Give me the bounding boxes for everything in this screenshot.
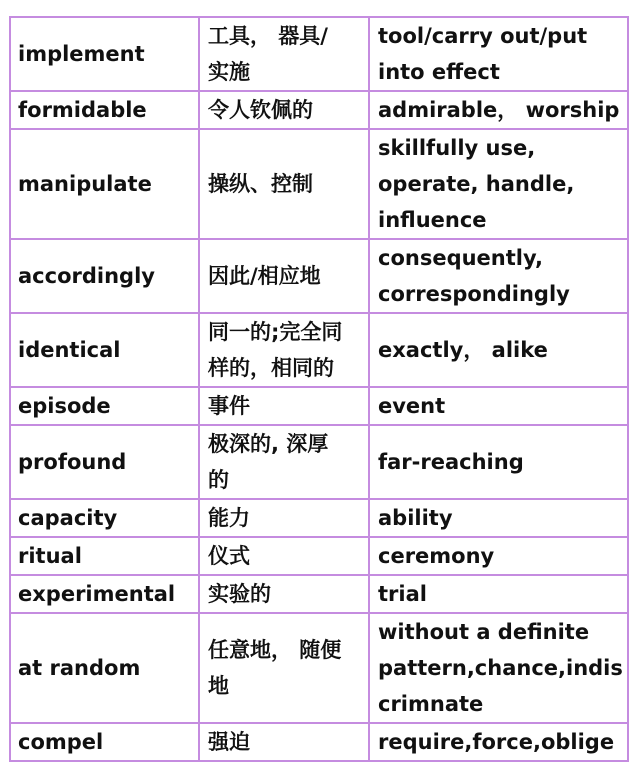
english-synonym-line: event bbox=[378, 394, 446, 418]
chinese-meaning-line: 极深的, 深厚 bbox=[208, 432, 329, 456]
chinese-meaning-line: 实验的 bbox=[208, 582, 271, 606]
vocab-english-synonyms bbox=[369, 313, 628, 387]
english-synonym-line: require,force,oblige bbox=[378, 730, 615, 754]
vocab-chinese-meaning bbox=[199, 387, 369, 425]
vocab-english-synonyms bbox=[369, 723, 628, 761]
vocab-row bbox=[10, 723, 628, 761]
vocab-chinese-meaning bbox=[199, 537, 369, 575]
vocab-row bbox=[10, 387, 628, 425]
chinese-meaning-line: 实施 bbox=[208, 60, 250, 84]
chinese-meaning-line: 的 bbox=[208, 468, 229, 492]
english-synonym-line: without a definite bbox=[378, 620, 590, 644]
english-synonym-line: skillfully use, bbox=[378, 136, 536, 160]
vocab-word: implement bbox=[10, 17, 199, 91]
english-synonym-line: ceremony bbox=[378, 544, 495, 568]
chinese-meaning-line: 能力 bbox=[208, 506, 250, 530]
vocab-english-synonyms bbox=[369, 17, 628, 91]
english-synonym-line: influence bbox=[378, 208, 487, 232]
vocab-chinese-meaning bbox=[199, 239, 369, 313]
chinese-meaning-line: 事件 bbox=[208, 394, 250, 418]
chinese-meaning-line: 仪式 bbox=[208, 544, 250, 568]
english-synonym-line: operate, handle, bbox=[378, 172, 575, 196]
english-synonym-line: correspondingly bbox=[378, 282, 570, 306]
vocabulary-table bbox=[9, 16, 629, 762]
vocab-word: identical bbox=[10, 313, 199, 387]
chinese-meaning-line: 令人钦佩的 bbox=[208, 98, 313, 122]
vocab-english-synonyms bbox=[369, 239, 628, 313]
vocab-row bbox=[10, 537, 628, 575]
vocab-word: compel bbox=[10, 723, 199, 761]
english-synonym-line: exactly， alike bbox=[378, 338, 548, 362]
chinese-meaning-line: 地 bbox=[208, 674, 229, 698]
vocab-english-synonyms bbox=[369, 537, 628, 575]
vocab-row bbox=[10, 499, 628, 537]
vocab-chinese-meaning bbox=[199, 575, 369, 613]
vocab-english-synonyms bbox=[369, 499, 628, 537]
vocabulary-table-body bbox=[10, 17, 628, 761]
vocab-chinese-meaning bbox=[199, 723, 369, 761]
vocab-word: ritual bbox=[10, 537, 199, 575]
vocab-row bbox=[10, 575, 628, 613]
vocab-row bbox=[10, 613, 628, 723]
chinese-meaning-line: 强迫 bbox=[208, 730, 250, 754]
chinese-meaning-line: 工具， 器具/ bbox=[208, 24, 328, 48]
chinese-meaning-line: 同一的;完全同 bbox=[208, 320, 343, 344]
vocab-word: capacity bbox=[10, 499, 199, 537]
vocab-word: profound bbox=[10, 425, 199, 499]
english-synonym-line: admirable， worship bbox=[378, 98, 620, 122]
vocab-row bbox=[10, 129, 628, 239]
vocab-chinese-meaning bbox=[199, 613, 369, 723]
english-synonym-line: into effect bbox=[378, 60, 500, 84]
chinese-meaning-line: 因此/相应地 bbox=[208, 264, 321, 288]
vocab-english-synonyms bbox=[369, 91, 628, 129]
vocab-word: episode bbox=[10, 387, 199, 425]
vocab-word: accordingly bbox=[10, 239, 199, 313]
vocab-chinese-meaning bbox=[199, 17, 369, 91]
chinese-meaning-line: 任意地， 随便 bbox=[208, 638, 342, 662]
chinese-meaning-line: 样的，相同的 bbox=[208, 356, 334, 380]
vocab-english-synonyms bbox=[369, 387, 628, 425]
vocab-chinese-meaning bbox=[199, 425, 369, 499]
english-synonym-line: trial bbox=[378, 582, 427, 606]
vocab-row bbox=[10, 425, 628, 499]
english-synonym-line: pattern,chance,indis bbox=[378, 656, 623, 680]
vocab-english-synonyms bbox=[369, 129, 628, 239]
english-synonym-line: ability bbox=[378, 506, 453, 530]
vocab-row bbox=[10, 17, 628, 91]
vocab-chinese-meaning bbox=[199, 91, 369, 129]
vocab-word: at random bbox=[10, 613, 199, 723]
vocab-english-synonyms bbox=[369, 613, 628, 723]
vocab-english-synonyms bbox=[369, 575, 628, 613]
english-synonym-line: consequently, bbox=[378, 246, 544, 270]
vocab-word: manipulate bbox=[10, 129, 199, 239]
vocab-word: formidable bbox=[10, 91, 199, 129]
vocab-chinese-meaning bbox=[199, 129, 369, 239]
vocab-word: experimental bbox=[10, 575, 199, 613]
english-synonym-line: far-reaching bbox=[378, 450, 524, 474]
chinese-meaning-line: 操纵、控制 bbox=[208, 172, 313, 196]
english-synonym-line: crimnate bbox=[378, 692, 484, 716]
vocab-row bbox=[10, 239, 628, 313]
vocab-chinese-meaning bbox=[199, 313, 369, 387]
vocab-chinese-meaning bbox=[199, 499, 369, 537]
english-synonym-line: tool/carry out/put bbox=[378, 24, 588, 48]
vocab-english-synonyms bbox=[369, 425, 628, 499]
vocab-row bbox=[10, 91, 628, 129]
vocab-row bbox=[10, 313, 628, 387]
